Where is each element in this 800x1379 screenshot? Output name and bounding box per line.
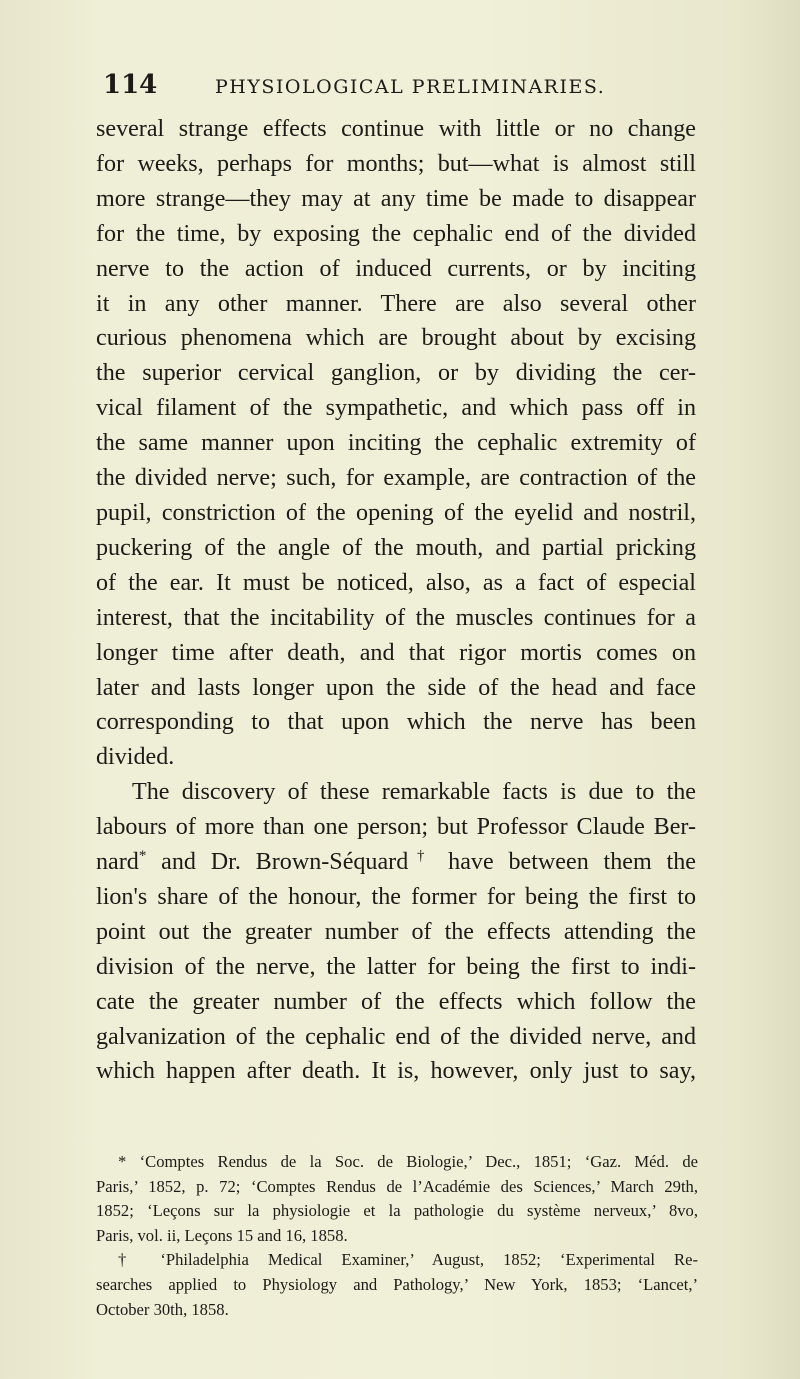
footnote-line: searches applied to Physiology and Pathology,’ New York, 1853; ‘Lancet,’	[96, 1274, 698, 1294]
footnote-1	[96, 1150, 698, 1248]
text-line: it in any other manner. There are also several other	[96, 290, 696, 317]
footnotes	[96, 1150, 698, 1322]
text-line: later and lasts longer upon the side of the head and face	[96, 674, 696, 701]
text-line: of the ear. It must be noticed, also, as a fact of especial	[96, 569, 696, 596]
text-line: galvanization of the cephalic end of the divided nerve, and	[96, 1023, 696, 1050]
footnote-line: † ‘Philadelphia Medical Examiner,’ August, 1852; ‘Experimental Re-	[118, 1250, 698, 1270]
text-fragment: and Dr. Brown-Séquard	[146, 849, 409, 876]
text-line: the superior cervical ganglion, or by dividing the cer-	[96, 360, 696, 387]
footnote-line: October 30th, 1858.	[96, 1299, 229, 1319]
text-line: divided.	[96, 744, 175, 771]
running-title: PHYSIOLOGICAL PRELIMINARIES.	[215, 76, 606, 98]
text-fragment: have between them the	[433, 849, 696, 876]
text-line: for the time, by exposing the cephalic end of the divided	[96, 220, 696, 247]
text-line: lion's share of the honour, the former for being the first to	[96, 883, 696, 910]
text-line: point out the greater number of the effects attending the	[96, 918, 696, 945]
footnote-2	[96, 1248, 698, 1322]
text-line: division of the nerve, the latter for being the first to indi-	[96, 953, 696, 980]
text-line: more strange—they may at any time be made to disappear	[96, 185, 696, 212]
footnote-mark-asterisk[interactable]: *	[138, 848, 147, 864]
text-line: which happen after death. It is, however, only just to say,	[96, 1058, 696, 1085]
text-line: interest, that the incitability of the muscles continues for a	[96, 604, 696, 631]
text-line: nerve to the action of induced currents, or by inciting	[96, 255, 696, 282]
text-line: vical filament of the sympathetic, and which pass off in	[96, 395, 696, 422]
page-header	[103, 70, 683, 110]
text-line: for weeks, perhaps for months; but—what is almost still	[96, 150, 696, 177]
text-line-with-footnote-marks	[96, 845, 696, 880]
text-line: curious phenomena which are brought about by excising	[96, 325, 696, 352]
footnote-mark-dagger[interactable]: †	[408, 848, 434, 864]
text-line: cate the greater number of the effects which follow the	[96, 988, 696, 1015]
text-line: corresponding to that upon which the nerve has been	[96, 709, 696, 736]
paragraph-2	[96, 775, 696, 1089]
page-number: 114	[103, 70, 158, 100]
paragraph-1	[96, 112, 696, 775]
text-line: the divided nerve; such, for example, are contraction of the	[96, 465, 696, 492]
text-line: puckering of the angle of the mouth, and partial pricking	[96, 534, 696, 561]
text-line: labours of more than one person; but Professor Claude Ber-	[96, 814, 696, 841]
text-line: pupil, constriction of the opening of the eyelid and nostril,	[96, 499, 696, 526]
text-line: several strange effects continue with little or no change	[96, 116, 696, 142]
text-line: The discovery of these remarkable facts is due to the	[132, 779, 696, 806]
text-line: longer time after death, and that rigor mortis comes on	[96, 639, 696, 666]
text-line: the same manner upon inciting the cephalic extremity of	[96, 430, 696, 457]
body-text	[96, 112, 696, 1089]
footnote-line: 1852; ‘Leçons sur la physiologie et la pathologie du système nerveux,’ 8vo,	[96, 1201, 698, 1221]
footnote-line: Paris, vol. ii, Leçons 15 and 16, 1858.	[96, 1225, 348, 1245]
footnote-line: Paris,’ 1852, p. 72; ‘Comptes Rendus de l’Académie des Sciences,’ March 29th,	[96, 1176, 698, 1196]
text-fragment: nard	[96, 849, 139, 876]
footnote-line: * ‘Comptes Rendus de la Soc. de Biologie,’ Dec., 1851; ‘Gaz. Méd. de	[118, 1152, 698, 1171]
